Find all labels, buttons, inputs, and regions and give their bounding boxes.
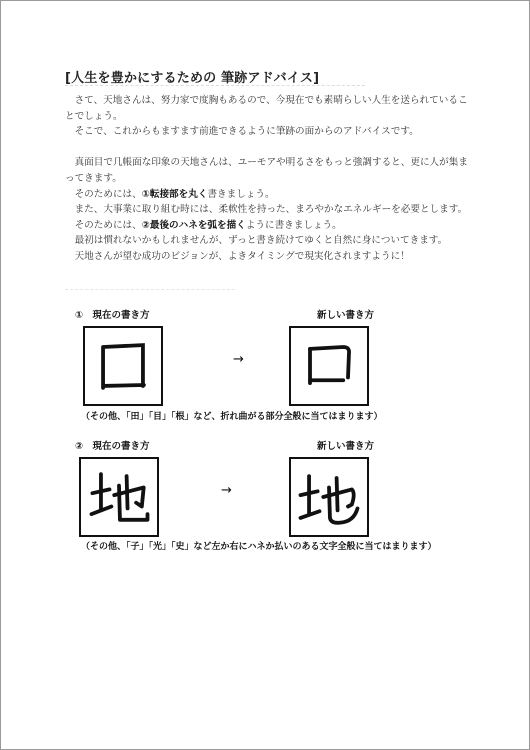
current-kuchi-glyph [83, 326, 163, 406]
new-writing-label-2: 新しい書き方 [317, 441, 375, 452]
section-divider [65, 289, 235, 290]
current-chi-glyph [79, 457, 159, 537]
paragraph: 真面目で几帳面な印象の天地さんは、ユーモアや明るさをもっと強調すると、更に人が集まってきます。 [65, 157, 468, 184]
emphasized-text: ②最後のハネを弧を描く [141, 219, 246, 231]
paragraph: そのためには、①転接部を丸く書きましょう。 [74, 188, 275, 200]
arrow-icon: → [221, 483, 232, 498]
paragraph: 最初は慣れないかもしれませんが、ずっと書き続けてゆくと自然に身についてきます。 [74, 235, 448, 247]
new-writing-label-1: 新しい書き方 [317, 310, 375, 321]
emphasized-text: ①転接部を丸く [141, 188, 208, 200]
section1-note: （その他、「田」「目」「根」など、折れ曲がる部分全般に当てはまります） [81, 412, 383, 422]
advice-body [65, 93, 469, 265]
current-writing-label-2: ② 現在の書き方 [75, 441, 150, 452]
paragraph: また、大事業に取り組む時には、柔軟性を持った、まろやかなエネルギーを必要とします。 [74, 204, 468, 216]
current-writing-label-1: ① 現在の書き方 [75, 310, 150, 321]
new-kuchi-glyph [289, 326, 369, 406]
arrow-icon: → [233, 352, 244, 367]
section2-note: （その他、「子」「光」「史」など左か右にハネか払いのある文字全般に当てはまります） [81, 542, 437, 552]
document-title: [人生を豊かにするための 筆跡アドバイス] [65, 71, 320, 86]
paragraph: さて、天地さんは、努力家で度胸もあるので、今現在でも素晴らしい人生を送られていることでしょう。 [65, 95, 468, 122]
paragraph-gap [65, 140, 469, 156]
paragraph: 天地さんが望む成功のビジョンが、よきタイミングで現実化されますように！ [74, 250, 410, 262]
paragraph: そこで、これからもますます前進できるように筆跡の面からのアドバイスです。 [74, 126, 419, 138]
title-divider [65, 85, 365, 86]
paragraph: そのためには、②最後のハネを弧を描くように書きましょう。 [74, 219, 342, 231]
new-chi-glyph [289, 457, 369, 537]
